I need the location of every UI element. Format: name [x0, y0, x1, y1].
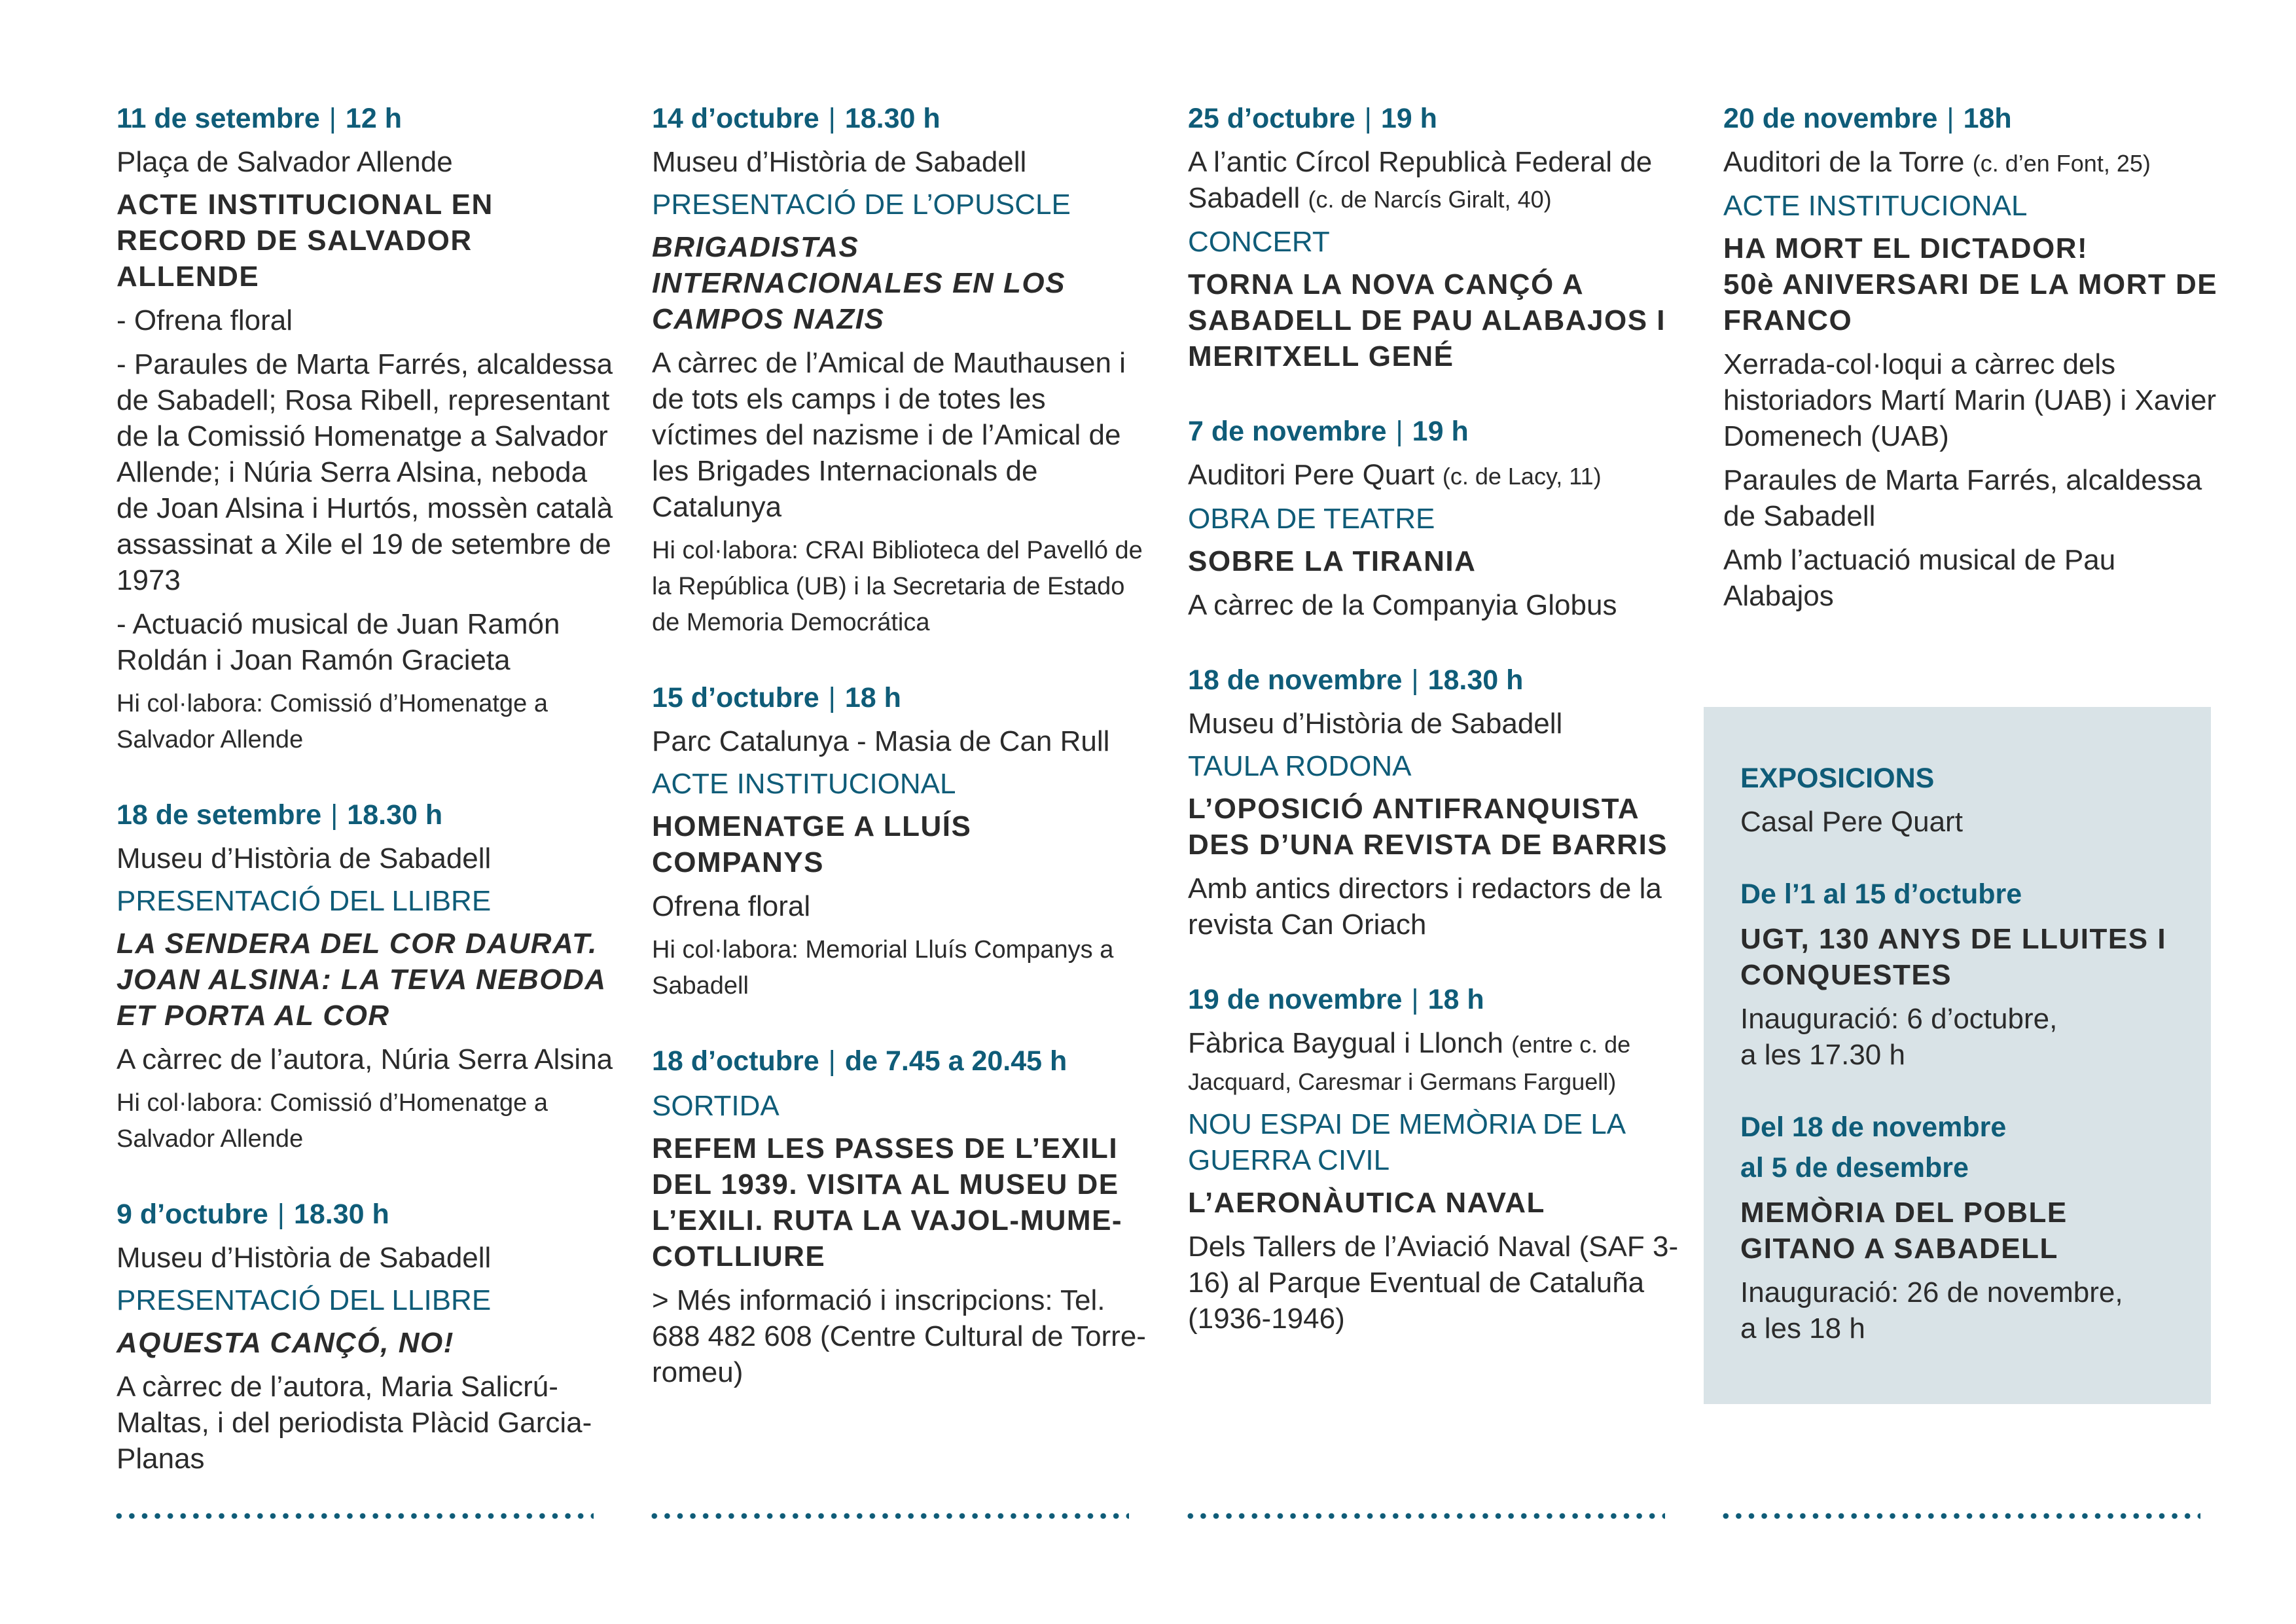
event-date — [117, 1194, 614, 1235]
event-collaboration: Hi col·labora: Comissió d’Homenatge a Salvador Allende — [117, 690, 548, 753]
separator: | — [331, 799, 338, 831]
time-text: 12 h — [345, 103, 402, 134]
place-note: (c. de Lacy, 11) — [1442, 463, 1602, 490]
event-book-sendera — [117, 795, 614, 1157]
exhibition-title: MEMÒRIA DEL POBLE GITANO A SABADELL — [1740, 1197, 2068, 1265]
dotted-divider-3 — [1184, 1512, 1665, 1520]
event-date — [117, 98, 614, 139]
event-companys-homage — [652, 677, 1149, 1004]
event-concert — [1188, 98, 1685, 374]
event-detail: Amb antics directors i redactors de la revista Can Oriach — [1188, 873, 1662, 941]
place-text: Auditori de la Torre — [1723, 146, 1965, 178]
exhibitions-place: Casal Pere Quart — [1740, 806, 1963, 838]
date-text: 9 d’octubre — [117, 1199, 268, 1230]
exhibition-opening — [1740, 1274, 2192, 1346]
date-text: 19 de novembre — [1188, 984, 1403, 1015]
column-2 — [652, 98, 1149, 1427]
exhibition-gitano — [1740, 1107, 2192, 1346]
event-detail: > Més informació i inscripcions: Tel. 688 482 608 (Centre Cultural de Torre-romeu) — [652, 1284, 1146, 1388]
event-detail: Dels Tallers de l’Aviació Naval (SAF 3-16) al Parque Eventual de Cataluña (1936-1946) — [1188, 1231, 1679, 1335]
event-title: L’OPOSICIÓ ANTIFRANQUISTA DES D’UNA REVISTA DE BARRIS — [1188, 793, 1668, 861]
event-book-aquesta-canco — [117, 1194, 614, 1477]
separator: | — [1411, 984, 1419, 1015]
place-note: (c. de Narcís Giralt, 40) — [1308, 186, 1552, 213]
event-date — [652, 98, 1149, 139]
event-title: REFEM LES PASSES DE L’EXILI DEL 1939. VISITA AL MUSEU DE L’EXILI. RUTA LA VAJOL-MUME-COTLLIURE — [652, 1132, 1123, 1272]
separator: | — [1946, 103, 1954, 134]
event-date — [1723, 98, 2221, 139]
event-franco-anniversary — [1723, 98, 2221, 614]
separator: | — [828, 103, 836, 134]
event-category: CONCERT — [1188, 226, 1330, 258]
event-date — [117, 795, 614, 835]
event-place: Museu d’Història de Sabadell — [117, 842, 492, 875]
time-text: 18.30 h — [844, 103, 941, 134]
time-text: 19 h — [1380, 103, 1437, 134]
event-detail: Paraules de Marta Farrés, alcaldessa de Sabadell — [1723, 464, 2202, 532]
dotted-divider-2 — [648, 1512, 1129, 1520]
separator: | — [828, 1045, 836, 1077]
event-naval-aeronautics — [1188, 979, 1685, 1337]
event-place — [1188, 457, 1685, 494]
separator: | — [1364, 103, 1372, 134]
date-line: Del 18 de novembre — [1740, 1111, 2007, 1143]
exhibition-ugt — [1740, 874, 2192, 1073]
event-detail: A càrrec de l’Amical de Mauthausen i de tots els camps i de totes les víctimes del nazisme i de l’Amical de les Brigades Internacionals de Catalunya — [652, 347, 1126, 523]
exhibitions-content — [1740, 758, 2192, 1380]
time-text: 18.30 h — [293, 1199, 389, 1230]
date-text: 18 d’octubre — [652, 1045, 819, 1077]
event-brigadistas — [652, 98, 1149, 641]
event-title: BRIGADISTAS INTERNACIONALES EN LOS CAMPOS NAZIS — [652, 231, 1066, 335]
event-category: SORTIDA — [652, 1090, 780, 1122]
event-category: PRESENTACIÓ DEL LLIBRE — [117, 1284, 492, 1316]
event-place: Museu d’Història de Sabadell — [117, 1242, 492, 1274]
exhibitions-heading: EXPOSICIONS — [1740, 763, 1935, 794]
event-detail: - Paraules de Marta Farrés, alcaldessa de Sabadell; Rosa Ribell, representant de la Comissió Homenatge a Salvador Allende; i Núria Serra Alsina, neboda de Joan Alsina i Hurtós, mossèn català assassinat a Xile el 19 de setembre de 1973 — [117, 348, 613, 596]
event-detail: - Actuació musical de Juan Ramón Roldán i Joan Ramón Gracieta — [117, 608, 560, 676]
event-collaboration: Hi col·labora: Memorial Lluís Companys a Sabadell — [652, 936, 1114, 1000]
event-detail: A càrrec de l’autora, Maria Salicrú-Maltas, i del periodista Plàcid Garcia-Planas — [117, 1371, 592, 1475]
event-category: NOU ESPAI DE MEMÒRIA DE LA GUERRA CIVIL — [1188, 1108, 1624, 1176]
event-date — [1188, 411, 1685, 452]
exhibition-title: UGT, 130 ANYS DE LLUITES I CONQUESTES — [1740, 923, 2167, 991]
event-allende-homage — [117, 98, 614, 758]
date-text: 20 de novembre — [1723, 103, 1938, 134]
event-date — [1188, 660, 1685, 700]
event-category: ACTE INSTITUCIONAL — [652, 768, 956, 800]
event-title: LA SENDERA DEL COR DAURAT. JOAN ALSINA: LA TEVA NEBODA ET PORTA AL COR — [117, 928, 605, 1032]
date-text: 18 de setembre — [117, 799, 322, 831]
event-category: TAULA RODONA — [1188, 750, 1412, 782]
date-text: 15 d’octubre — [652, 682, 819, 713]
event-detail: A càrrec de la Companyia Globus — [1188, 589, 1617, 621]
event-collaboration: Hi col·labora: CRAI Biblioteca del Pavelló de la República (UB) i la Secretaria de Estado de Memoria Democrática — [652, 537, 1143, 636]
event-place — [1188, 144, 1685, 217]
date-text: 11 de setembre — [117, 103, 320, 134]
time-text: 18.30 h — [1427, 664, 1524, 696]
event-date — [1188, 979, 1685, 1020]
date-text: 18 de novembre — [1188, 664, 1403, 696]
event-detail: A càrrec de l’autora, Núria Serra Alsina — [117, 1043, 613, 1075]
column-3 — [1188, 98, 1685, 1373]
event-date — [652, 677, 1149, 718]
event-category: ACTE INSTITUCIONAL — [1723, 190, 2028, 222]
place-text: A l’antic Círcol Republicà Federal de Sabadell — [1188, 146, 1653, 214]
date-text: 7 de novembre — [1188, 416, 1387, 447]
opening-line: Inauguració: 26 de novembre, — [1740, 1276, 2123, 1308]
opening-line: Inauguració: 6 d’octubre, — [1740, 1003, 2058, 1035]
event-title: L’AERONÀUTICA NAVAL — [1188, 1187, 1545, 1219]
place-text: Fàbrica Baygual i Llonch — [1188, 1027, 1503, 1059]
column-1 — [117, 98, 614, 1513]
event-title: TORNA LA NOVA CANÇÓ A SABADELL DE PAU ALABAJOS I MERITXELL GENÉ — [1188, 268, 1666, 372]
event-place: Museu d’Història de Sabadell — [1188, 708, 1563, 740]
column-4 — [1723, 98, 2221, 651]
event-place: Plaça de Salvador Allende — [117, 146, 453, 178]
time-text: 19 h — [1412, 416, 1469, 447]
separator: | — [277, 1199, 285, 1230]
date-text: 25 d’octubre — [1188, 103, 1355, 134]
event-title: HOMENATGE A LLUÍS COMPANYS — [652, 810, 972, 878]
time-text: 18h — [1963, 103, 2012, 134]
dotted-divider-1 — [113, 1512, 594, 1520]
event-exile-trip — [652, 1041, 1149, 1390]
time-text: 18 h — [844, 682, 901, 713]
exhibition-dates — [1740, 1107, 2192, 1188]
title-line: HA MORT EL DICTADOR! — [1723, 232, 2089, 264]
event-detail: Amb l’actuació musical de Pau Alabajos — [1723, 544, 2116, 612]
event-place: Parc Catalunya - Masia de Can Rull — [652, 725, 1110, 757]
event-date — [1188, 98, 1685, 139]
event-round-table — [1188, 660, 1685, 943]
event-category: PRESENTACIÓ DE L’OPUSCLE — [652, 189, 1071, 221]
opening-line: a les 18 h — [1740, 1312, 1865, 1344]
event-theatre — [1188, 411, 1685, 623]
exhibition-opening — [1740, 1001, 2192, 1073]
event-title: ACTE INSTITUCIONAL EN RECORD DE SALVADOR ALLENDE — [117, 189, 493, 293]
event-detail: Ofrena floral — [652, 890, 811, 922]
separator: | — [329, 103, 336, 134]
event-title: AQUESTA CANÇÓ, NO! — [117, 1327, 454, 1359]
time-text: de 7.45 a 20.45 h — [844, 1045, 1067, 1077]
opening-line: a les 17.30 h — [1740, 1039, 1905, 1071]
time-text: 18 h — [1427, 984, 1484, 1015]
event-place — [1723, 144, 2221, 181]
exhibition-dates: De l’1 al 15 d’octubre — [1740, 878, 2022, 910]
event-title — [1723, 230, 2221, 338]
event-category: OBRA DE TEATRE — [1188, 503, 1435, 535]
place-text: Auditori Pere Quart — [1188, 459, 1435, 491]
event-place — [1188, 1025, 1685, 1100]
event-place: Museu d’Història de Sabadell — [652, 146, 1027, 178]
event-collaboration: Hi col·labora: Comissió d’Homenatge a Salvador Allende — [117, 1089, 548, 1153]
date-text: 14 d’octubre — [652, 103, 819, 134]
place-note: (entre c. de Jacquard, Caresmar i Germans Farguell) — [1188, 1031, 1631, 1095]
event-detail: Xerrada-col·loqui a càrrec dels historiadors Martí Marin (UAB) i Xavier Domenech (UAB) — [1723, 348, 2217, 452]
event-category: PRESENTACIÓ DEL LLIBRE — [117, 885, 492, 917]
separator: | — [1411, 664, 1419, 696]
exhibitions-header — [1740, 758, 2192, 840]
event-date — [652, 1041, 1149, 1081]
separator: | — [828, 682, 836, 713]
event-title: SOBRE LA TIRANIA — [1188, 545, 1477, 577]
dotted-divider-4 — [1719, 1512, 2200, 1520]
exhibitions-panel — [1704, 707, 2211, 1404]
separator: | — [1395, 416, 1403, 447]
time-text: 18.30 h — [347, 799, 443, 831]
date-line: al 5 de desembre — [1740, 1152, 1969, 1183]
title-line: 50è ANIVERSARI DE LA MORT DE FRANCO — [1723, 268, 2218, 336]
place-note: (c. d’en Font, 25) — [1972, 150, 2151, 177]
event-detail: - Ofrena floral — [117, 304, 293, 336]
